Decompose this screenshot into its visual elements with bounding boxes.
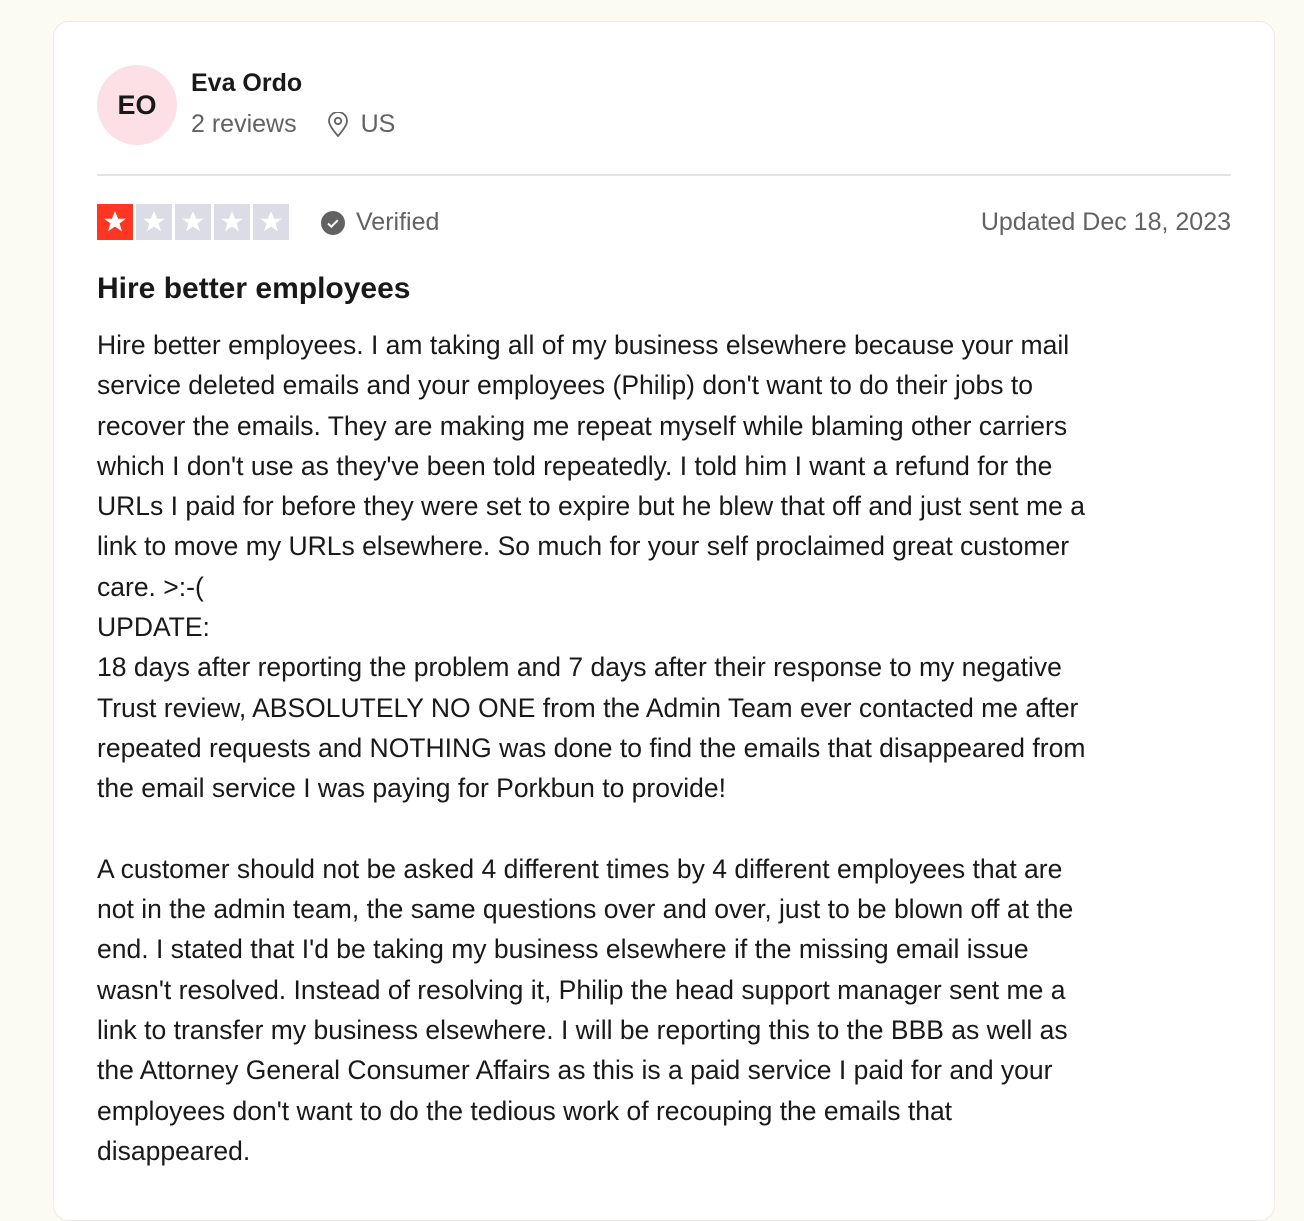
review-count: 2 reviews xyxy=(191,110,297,138)
review-body xyxy=(97,325,1237,1171)
review-text-line: end. I stated that I'd be taking my business elsewhere if the missing email issue xyxy=(97,934,1029,965)
reviewer-location xyxy=(327,110,396,139)
review-text-line: UPDATE: xyxy=(97,612,210,643)
review-date: Updated Dec 18, 2023 xyxy=(980,208,1231,236)
star-icon xyxy=(253,204,289,240)
review-text-line: 18 days after reporting the problem and 7 days after their response to my negative xyxy=(97,652,1062,683)
review-text-line: URLs I paid for before they were set to expire but he blew that off and just sent me a xyxy=(97,491,1085,522)
star-icon xyxy=(97,204,133,240)
review-text-line: the Attorney General Consumer Affairs as this is a paid service I paid for and your xyxy=(97,1055,1053,1086)
star-icon xyxy=(214,204,250,240)
review-text-line: employees don't want to do the tedious work of recouping the emails that xyxy=(97,1095,953,1126)
verified-label: Verified xyxy=(356,208,440,236)
avatar[interactable] xyxy=(97,65,177,145)
location-text: US xyxy=(360,110,396,138)
review-card xyxy=(53,21,1275,1221)
verified-badge[interactable] xyxy=(320,208,439,237)
star-icon xyxy=(175,204,211,240)
review-text-line: service deleted emails and your employees (Philip) don't want to do their jobs to xyxy=(97,370,1034,401)
avatar-initials: EO xyxy=(117,89,157,120)
review-text-line: the email service I was paying for Porkbun to provide! xyxy=(97,773,726,804)
star-icon xyxy=(136,204,172,240)
review-text-line: care. >:-( xyxy=(97,571,204,602)
review-title[interactable]: Hire better employees xyxy=(97,272,411,305)
review-text-line xyxy=(97,809,1237,849)
divider xyxy=(97,174,1231,176)
review-text-line: wasn't resolved. Instead of resolving it, Philip the head support manager sent me a xyxy=(97,974,1066,1005)
review-text-line: recover the emails. They are making me repeat myself while blaming other carriers xyxy=(97,410,1068,441)
review-text-line: disappeared. xyxy=(97,1135,251,1166)
review-text-line: which I don't use as they've been told repeatedly. I told him I want a refund for the xyxy=(97,450,1053,481)
review-text-line: Hire better employees. I am taking all of my business elsewhere because your mail xyxy=(97,330,1070,360)
review-text-line: Trust review, ABSOLUTELY NO ONE from the Admin Team ever contacted me after xyxy=(97,692,1079,723)
review-text-line: repeated requests and NOTHING was done to find the emails that disappeared from xyxy=(97,732,1086,763)
review-text-line: not in the admin team, the same questions over and over, just to be blown off at the xyxy=(97,894,1074,925)
review-text-line: link to move my URLs elsewhere. So much for your self proclaimed great customer xyxy=(97,531,1070,562)
review-text-line: A customer should not be asked 4 different times by 4 different employees that are xyxy=(97,853,1063,884)
reviewer-name[interactable]: Eva Ordo xyxy=(191,69,303,97)
star-rating xyxy=(97,204,289,240)
review-text-line: link to transfer my business elsewhere. I will be reporting this to the BBB as well as xyxy=(97,1015,1068,1046)
reviewer-meta xyxy=(191,110,395,139)
check-circle-icon xyxy=(320,210,346,236)
location-pin-icon xyxy=(327,112,349,138)
